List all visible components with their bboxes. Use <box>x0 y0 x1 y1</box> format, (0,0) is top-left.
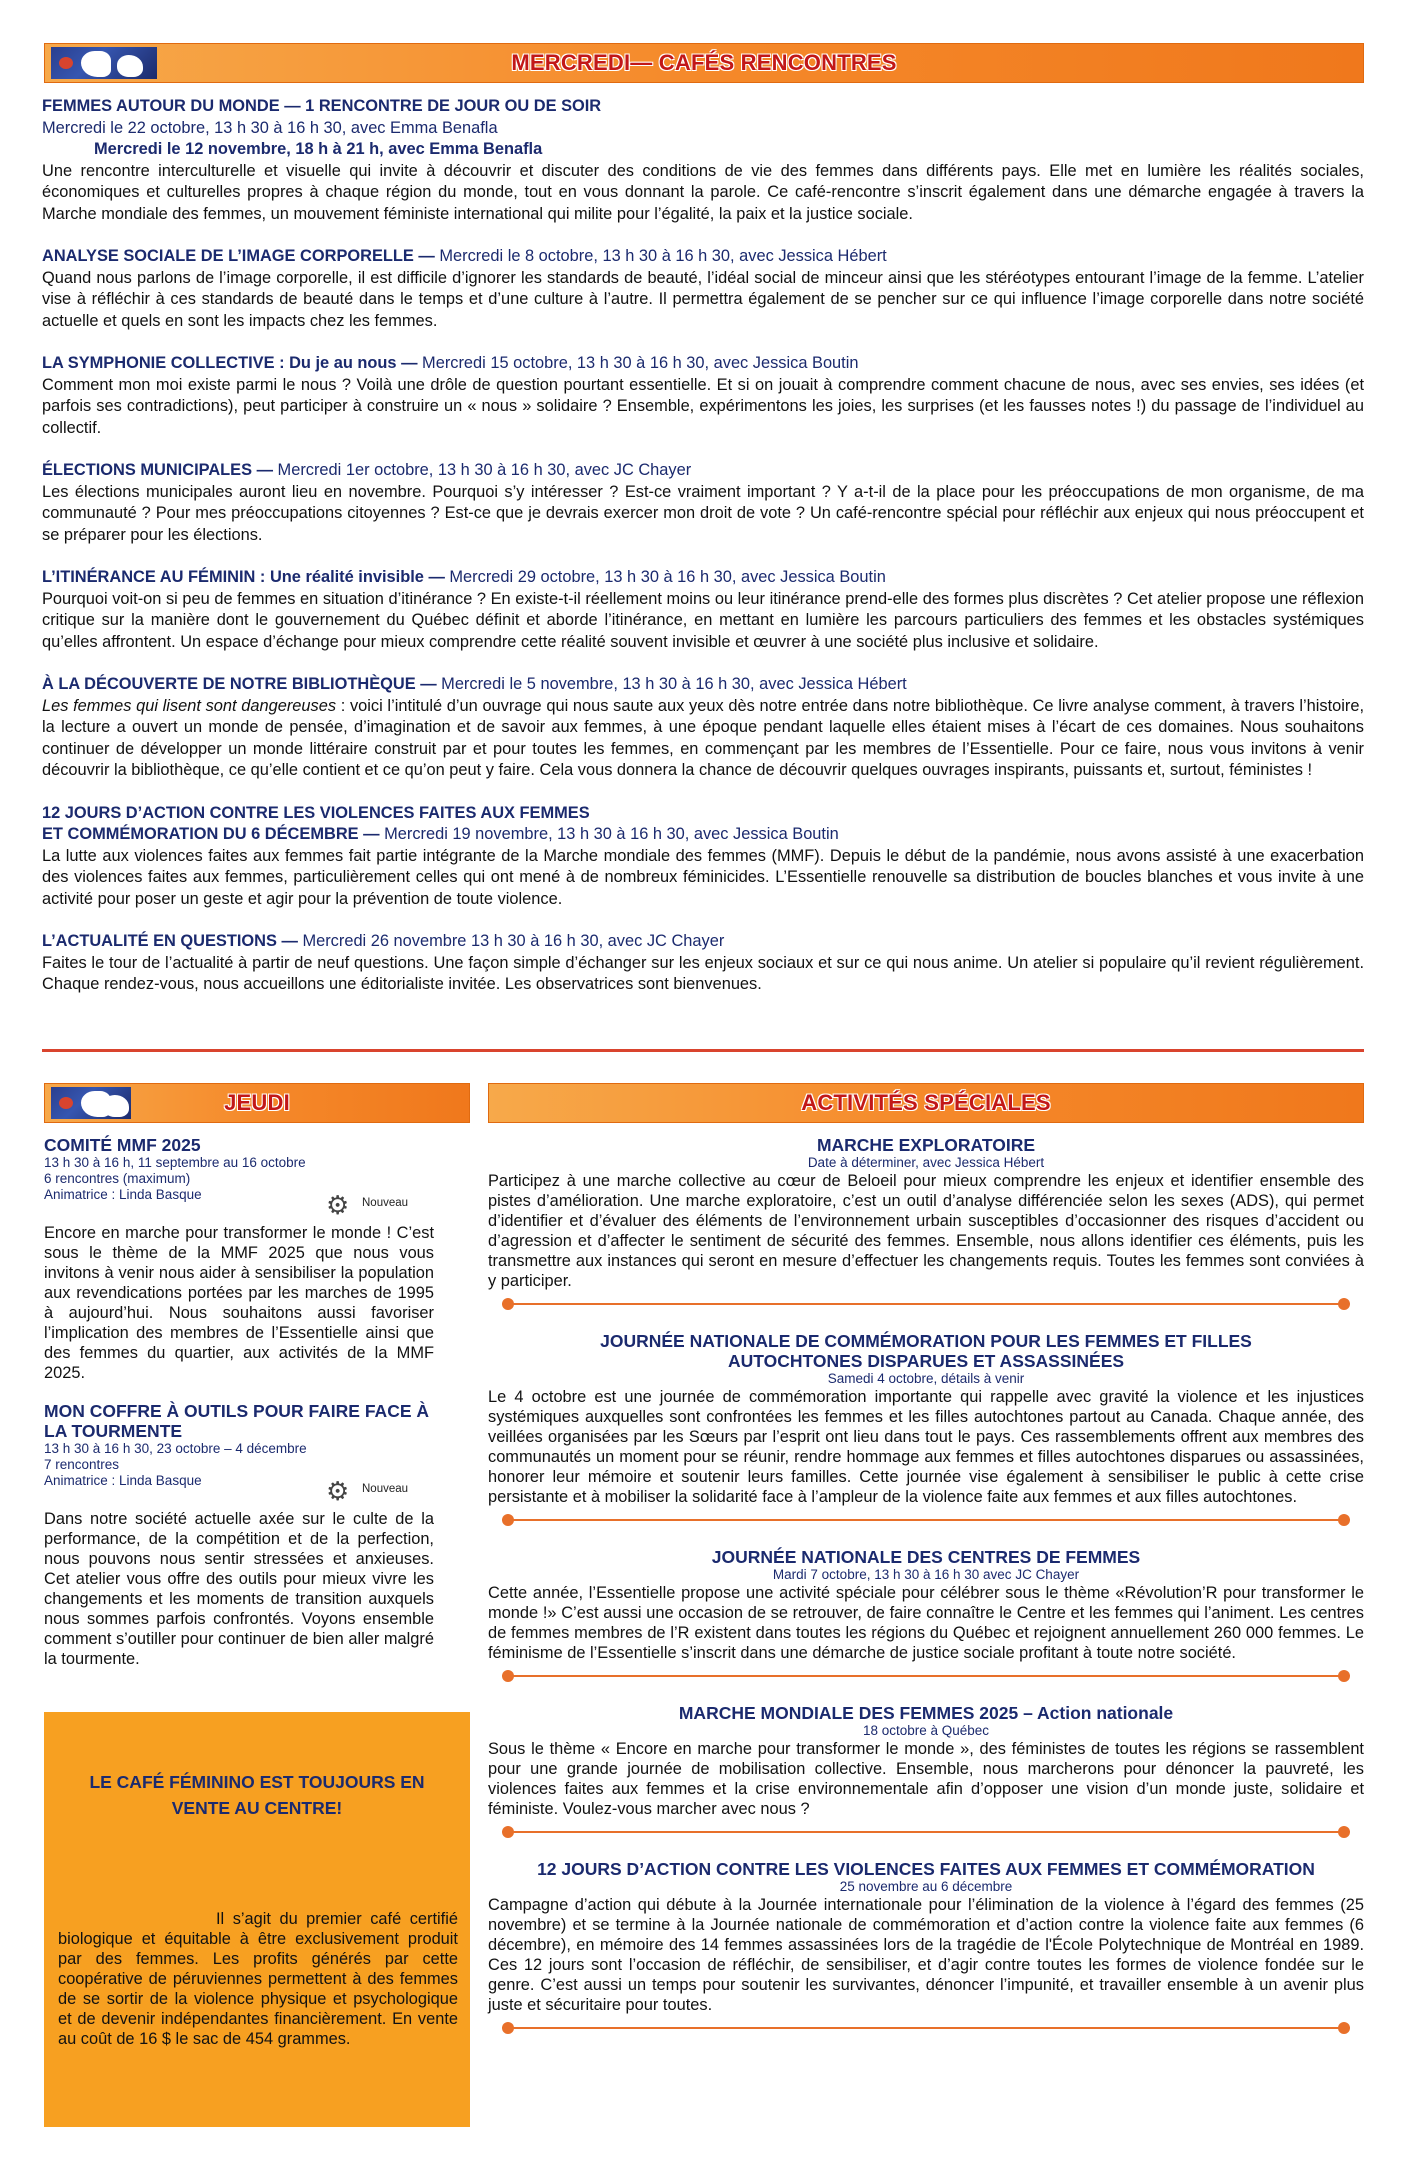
special-title: MARCHE MONDIALE DES FEMMES 2025 – Action nationale <box>678 1703 1174 1723</box>
special-description: Campagne d’action qui débute à la Journée internationale pour l’élimination de la violence à l’égard des femmes (25 novembre) et se termine à la Journée nationale de commémoration et d’action contre la violence faite aux femmes (6 décembre), en mémoire des 14 femmes assassinées lors de la tragédie de l'École Polytechnique de Montréal en 1989. Ces 12 jours sont l’occasion de réfléchir, de sensibiliser, et d’agir contre toutes les formes de violence fondée sur le genre. C’est aussi un temps pour soutenir les survivantes, dénoncer l’impunité, et travailler ensemble à un avenir plus juste et sécuritaire pour toutes. <box>488 1896 1364 2014</box>
special-description: Cette année, l’Essentielle propose une activité spéciale pour célébrer sous le thème «Révolution’R pour transformer le monde !» C’est aussi une occasion de se retrouver, de faire connaître le Centre et les femmes qui l’animent. Les centres de femmes membres de l’R existent dans toutes les régions du Québec et rejoignent annuellement 260 000 femmes. Le féminisme de l’Essentielle s’inscrit dans une démarche de justice sociale profitant à toute notre société. <box>488 1584 1364 1662</box>
activity-item <box>42 931 1364 996</box>
activity-item <box>42 96 1364 225</box>
jeudi-section <box>44 1135 434 1669</box>
activity-date: Mercredi 29 octobre, 13 h 30 à 16 h 30, avec Jessica Boutin <box>444 568 886 586</box>
activity-title: LA SYMPHONIE COLLECTIVE : Du je au nous — <box>42 354 418 372</box>
activity-animator: Animatrice : Linda Basque <box>44 1187 202 1202</box>
banner-title: JEUDI <box>224 1090 290 1115</box>
box-text: Il s’agit du premier café certifié biologique et équitable à être exclusivement produit par des femmes. Les profits générés par cette coopérative de péruviennes permettent à des femmes de se sortir de la violence physique et psychologique et de devenir indépendantes financièrement. En vente au coût de 16 $ le sac de 454 grammes. <box>58 1910 458 2048</box>
special-title: JOURNÉE NATIONALE DE COMMÉMORATION POUR LES FEMMES ET FILLES AUTOCHTONES DISPARUES ET ASSASSINÉES <box>600 1331 1252 1371</box>
separator <box>508 1519 1344 1521</box>
mercredi-banner <box>44 43 1364 83</box>
activity-date: Mercredi 26 novembre 13 h 30 à 16 h 30, avec JC Chayer <box>297 932 725 950</box>
activity-title: ANALYSE SOCIALE DE L’IMAGE CORPORELLE — <box>42 247 435 265</box>
special-date: Date à déterminer, avec Jessica Hébert <box>807 1155 1045 1170</box>
activity-description: Dans notre société actuelle axée sur le culte de la performance, de la compétition et de la perfection, nous pouvons nous sentir stressées et anxieuses. Cet atelier vous offre des outils pour mieux vivre les changements et les moments de transition auxquels nous sommes parfois confrontés. Voyons ensemble comment s’outiller pour continuer de bien aller malgré la tourmente. <box>44 1510 434 1668</box>
activity-date: Mercredi 19 novembre, 13 h 30 à 16 h 30, avec Jessica Boutin <box>379 825 839 843</box>
activity-description: La lutte aux violences faites aux femmes fait partie intégrante de la Marche mondiale des femmes (MMF). Depuis le début de la pandémie, nous avons assisté à une exacerbation des violences faites aux femmes, particulièrement celles qui ont mené à de nombreux féminicides. L’Essentielle renouvelle sa distribution de boucles blanches et vous invite à une activité pour poser un geste et agir pour la prévention de toute violence. <box>42 846 1364 908</box>
activity-description-text: : voici l’intitulé d’un ouvrage qui nous saute aux yeux dès notre entrée dans notre bibliothèque. Ce livre analyse comment, à travers l’histoire, la lecture a ouvert un monde de pensée, d’imagination et de savoir aux femmes, à une époque pendant laquelle elles étaient mises à l’écart de ces domaines. Nous souhaitons continuer de développer un monde littéraire construit par et pour toutes les femmes, en commençant par les membres de l’Essentielle. Pour ce faire, nous vous invitons à venir découvrir la bibliothèque, ce qu’elle contient et ce qu’on peut y faire. Cela vous donnera la chance de découvrir quelques ouvrages inspirants, puissants et, surtout, féministes ! <box>42 696 1365 779</box>
special-title: MARCHE EXPLORATOIRE <box>816 1135 1036 1155</box>
jeudi-banner <box>44 1083 470 1123</box>
separator <box>508 2027 1344 2029</box>
activity-date: Mercredi le 22 octobre, 13 h 30 à 16 h 30, avec Emma Benafla <box>42 118 498 137</box>
activity-title: L’ITINÉRANCE AU FÉMININ : Une réalité invisible — <box>42 568 445 586</box>
activity-item <box>42 567 1364 653</box>
activity-title: 12 JOURS D’ACTION CONTRE LES VIOLENCES FAITES AUX FEMMES <box>42 803 590 822</box>
activity-date: Mercredi 15 octobre, 13 h 30 à 16 h 30, avec Jessica Boutin <box>417 354 859 372</box>
box-title: LE CAFÉ FÉMININO EST TOUJOURS EN VENTE AU CENTRE! <box>89 1772 425 1818</box>
activites-speciales-section <box>488 1135 1364 2055</box>
activity-sessions: 7 rencontres <box>44 1457 120 1472</box>
special-date: 25 novembre au 6 décembre <box>839 1879 1013 1894</box>
activity-description: Une rencontre interculturelle et visuelle qui invite à découvrir et discuter des conditions de vie des femmes dans différents pays. Elle met en lumière les réalités sociales, économiques et culturelles propres à chaque région du monde, tout en vous donnant la parole. Ce café-rencontre s’inscrit également dans une démarche engagée à travers la Marche mondiale des femmes, un mouvement féministe international qui milite pour l’égalité, la paix et la justice sociale. <box>42 161 1364 223</box>
activity-description: Les élections municipales auront lieu en novembre. Pourquoi s’y intéresser ? Est-ce vraiment important ? Y a-t-il de la place pour les préoccupations de mon organisme, de ma communauté ? Pour mes préoccupations citoyennes ? Est-ce que je devrais exercer mon droit de vote ? Un café-rencontre spécial pour réfléchir aux enjeux qui nous préoccupent et se préparer pour les élections. <box>42 482 1364 544</box>
activity-title: COMITÉ MMF 2025 <box>44 1135 201 1155</box>
activity-description: Quand nous parlons de l’image corporelle, il est difficile d’ignorer les standards de beauté, l’idéal social de minceur ainsi que les stéréotypes entourant l’image de la femme. L’atelier vise à réfléchir à ces standards de beauté dans le temps et d’une culture à l’autre. Il permettra également de se pencher sur ce qui influence l’image corporelle dans notre société actuelle et quels en sont les impacts chez les femmes. <box>42 268 1364 330</box>
special-description: Sous le thème « Encore en marche pour transformer le monde », des féministes de toutes les régions se rassemblent pour une grande journée de mobilisation collective. Ensemble, nous marcherons pour dénoncer la pauvreté, les violences faites aux femmes et la crise environnementale afin d’opposer une vision d’un monde juste, solidaire et féministe. Voulez-vous marcher avec nous ? <box>488 1740 1364 1818</box>
activity-title-2: ET COMMÉMORATION DU 6 DÉCEMBRE — <box>42 825 380 843</box>
activites-speciales-banner <box>488 1083 1364 1123</box>
special-date: 18 octobre à Québec <box>862 1723 990 1738</box>
special-date: Samedi 4 octobre, détails à venir <box>827 1371 1025 1386</box>
activity-description: Comment mon moi existe parmi le nous ? Voilà une drôle de question pourtant essentielle. Et si on jouait à comprendre comment chacune de nous, avec ses envies, ses idées (et parfois ses contradictions), peut participer à construire un « nous » solidaire ? Ensemble, expérimentons les joies, les surprises (et les fausses notes !) du passage de l’individuel au collectif. <box>42 375 1364 437</box>
activity-item <box>42 674 1364 782</box>
new-label: Nouveau <box>362 1197 409 1209</box>
section-divider <box>42 1049 1364 1052</box>
activity-description: Faites le tour de l’actualité à partir de neuf questions. Une façon simple d’échanger sur les enjeux sociaux et sur ce qui nous anime. Un atelier si populaire qu’il revient régulièrement. Chaque rendez-vous, nous accueillons une éditorialiste invitée. Les observatrices sont bienvenues. <box>42 953 1364 993</box>
activity-sessions: 6 rencontres (maximum) <box>44 1171 191 1186</box>
banner-title: ACTIVITÉS SPÉCIALES <box>801 1090 1051 1115</box>
mercredi-section <box>42 96 1364 1017</box>
activity-date-2: Mercredi le 12 novembre, 18 h à 21 h, avec Emma Benafla <box>94 140 543 158</box>
activity-date: Mercredi 1er octobre, 13 h 30 à 16 h 30, avec JC Chayer <box>273 461 692 479</box>
activity-description <box>42 696 1364 782</box>
activity-title: À LA DÉCOUVERTE DE NOTRE BIBLIOTHÈQUE — <box>42 675 437 693</box>
gear-icon: ⚙ <box>326 1190 350 1220</box>
new-label: Nouveau <box>362 1483 409 1495</box>
activity-animator: Animatrice : Linda Basque <box>44 1473 202 1488</box>
activity-item <box>42 460 1364 546</box>
special-item <box>488 1703 1364 1819</box>
special-title: 12 JOURS D’ACTION CONTRE LES VIOLENCES FAITES AUX FEMMES ET COMMÉMORATION <box>537 1859 1315 1879</box>
activity-date: Mercredi le 5 novembre, 13 h 30 à 16 h 30, avec Jessica Hébert <box>436 675 907 693</box>
special-description: Le 4 octobre est une journée de commémoration importante qui rappelle avec gravité la violence et les injustices systémiques auxquelles sont confrontées les femmes et les filles autochtones partout au Canada. Chaque année, des veillées organisées par les Sœurs par l’esprit ont lieu dans tout le pays. Ces rassemblements offrent aux membres des communautés un moment pour se réunir, rendre hommage aux femmes et filles autochtones disparues ou assassinées, honorer leur mémoire et soutenir leurs familles. Cette journée vise également à sensibiliser le public à cette crise persistante et à mobiliser la solidarité face à l’ampleur de la violence faite aux femmes et aux filles autochtones. <box>488 1388 1364 1506</box>
separator <box>508 1303 1344 1305</box>
special-item <box>488 1331 1364 1507</box>
activity-title: FEMMES AUTOUR DU MONDE — 1 RENCONTRE DE JOUR OU DE SOIR <box>42 97 602 115</box>
activity-description: Encore en marche pour transformer le monde ! C’est sous le thème de la MMF 2025 que nous vous invitons à venir nous aider à sensibiliser la population aux revendications portées par les marches de 1995 à aujourd’hui. Nous souhaitons aussi favoriser l’implication des membres de l’Essentielle ainsi que des femmes du quartier, aux activités de la MMF 2025. <box>44 1224 434 1382</box>
activity-item <box>42 803 1364 911</box>
book-title: Les femmes qui lisent sont dangereuses <box>42 696 337 715</box>
special-description: Participez à une marche collective au cœur de Beloeil pour mieux comprendre les enjeux et identifier ensemble des pistes d’amélioration. Une marche exploratoire, c’est un outil d’analyse différenciée selon les sexes (ADS), qui permet d’identifier et d’évaluer des éléments de l’environnement urbain susceptibles d’occasionner des risques d’accident ou d’agression et d’affecter le sentiment de sécurité des femmes. Ensemble, nous allons identifier ces éléments, puis les transmettre aux instances qui seront en mesure d’effectuer les changements requis. Toutes les femmes sont conviées à y participer. <box>488 1172 1364 1290</box>
activity-schedule: 13 h 30 à 16 h, 11 septembre au 16 octobre <box>44 1155 306 1170</box>
activity-schedule: 13 h 30 à 16 h 30, 23 octobre – 4 décembre <box>44 1441 307 1456</box>
special-item <box>488 1547 1364 1663</box>
activity-item <box>42 246 1364 332</box>
separator <box>508 1831 1344 1833</box>
activity-title: ÉLECTIONS MUNICIPALES — <box>42 461 273 479</box>
cafe-femenino-box <box>44 1712 470 2127</box>
special-item <box>488 1135 1364 1291</box>
gear-icon: ⚙ <box>326 1476 350 1506</box>
special-item <box>488 1859 1364 2015</box>
activity-title: MON COFFRE À OUTILS POUR FAIRE FACE À LA TOURMENTE <box>44 1401 430 1441</box>
special-title: JOURNÉE NATIONALE DES CENTRES DE FEMMES <box>711 1547 1141 1567</box>
activity-date: Mercredi le 8 octobre, 13 h 30 à 16 h 30, avec Jessica Hébert <box>434 247 887 265</box>
activity-item <box>42 353 1364 439</box>
activity-title: L’ACTUALITÉ EN QUESTIONS — <box>42 932 298 950</box>
separator <box>508 1675 1344 1677</box>
banner-title: MERCREDI— CAFÉS RENCONTRES <box>511 50 897 75</box>
activity-description: Pourquoi voit-on si peu de femmes en situation d’itinérance ? En existe-t-il réellement moins ou leur itinérance prend-elle des formes plus discrètes ? Cet atelier propose une réflexion critique sur la manière dont le gouvernement du Québec définit et aborde l’itinérance, en mettant en lumière les parcours particuliers des femmes et les obstacles systémiques qu’elles affrontent. Un espace d’échange pour mieux comprendre cette réalité souvent invisible et œuvrer à une société plus inclusive et solidaire. <box>42 589 1364 651</box>
special-date: Mardi 7 octobre, 13 h 30 à 16 h 30 avec JC Chayer <box>772 1567 1080 1582</box>
